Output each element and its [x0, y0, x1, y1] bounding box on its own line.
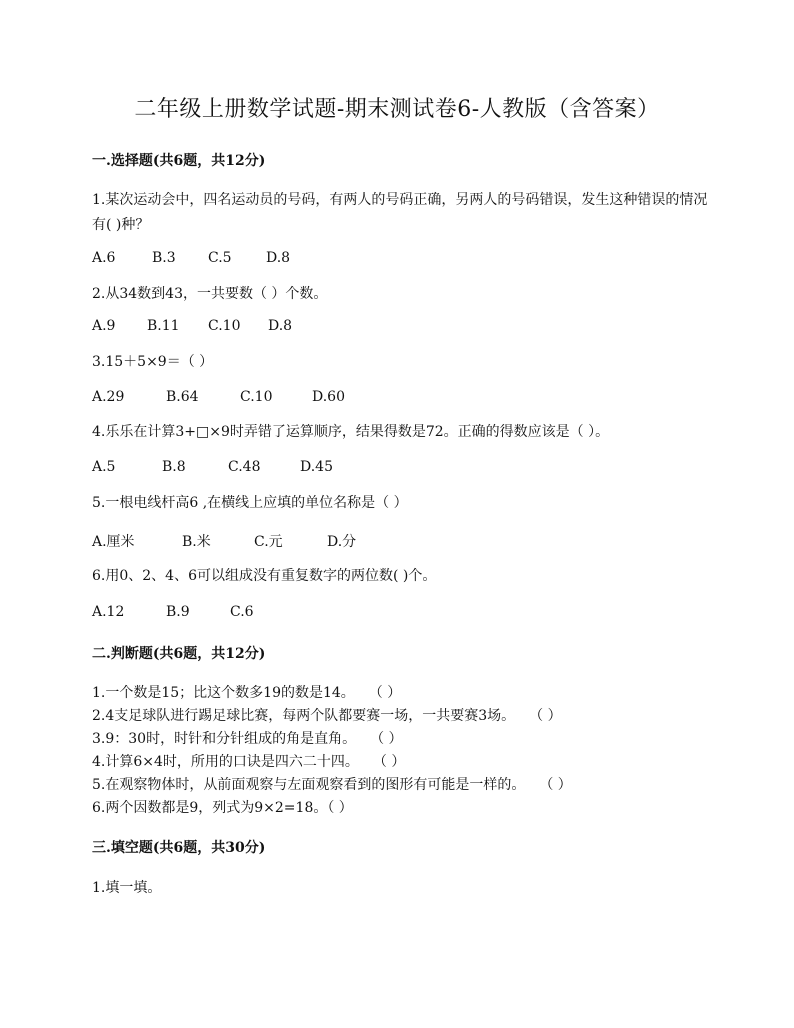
judgement-item-2: 2.4支足球队进行踢足球比赛，每两个队都要赛一场，一共要赛3场。 （ ） [92, 708, 562, 724]
option-c: C.48 [228, 459, 261, 475]
question-1-5-options [92, 531, 356, 551]
option-c: C.5 [208, 250, 232, 266]
question-1-5: 5.一根电线杆高6 ,在横线上应填的单位名称是（ ） [92, 495, 408, 511]
option-a: A.29 [92, 389, 125, 405]
judgement-item-4: 4.计算6×4时，所用的口诀是四六二十四。 （ ） [92, 754, 406, 770]
option-c: C.6 [230, 604, 254, 620]
option-b: B.64 [166, 389, 199, 405]
question-1-2-options [92, 318, 292, 334]
option-d: D.8 [268, 318, 293, 334]
option-c: C.10 [240, 389, 273, 405]
judgement-item-6: 6.两个因数都是9，列式为9×2=18。（ ） [92, 800, 353, 816]
section-2-heading: 二.判断题(共6题，共12分) [92, 646, 266, 662]
judgement-item-1: 1.一个数是15；比这个数多19的数是14。 （ ） [92, 685, 402, 701]
section-3-heading: 三.填空题(共6题，共30分) [92, 840, 266, 856]
judgement-item-3: 3.9：30时，时针和分针组成的角是直角。 （ ） [92, 731, 403, 747]
option-a: A.厘米 [92, 534, 135, 550]
option-d: D.8 [266, 250, 291, 266]
option-a: A.12 [92, 604, 125, 620]
option-b: B.8 [162, 459, 186, 475]
question-1-2: 2.从34数到43，一共要数（ ）个数。 [92, 286, 328, 302]
question-1-6-options [92, 604, 254, 620]
judgement-item-5: 5.在观察物体时，从前面观察与左面观察看到的图形有可能是一样的。 （ ） [92, 777, 572, 793]
option-a: A.6 [92, 250, 116, 266]
option-c: C.10 [208, 318, 241, 334]
option-c: C.元 [254, 534, 283, 550]
question-1-4-options [92, 459, 333, 475]
option-b: B.米 [182, 534, 211, 550]
question-3-1: 1.填一填。 [92, 880, 162, 896]
option-d: D.45 [300, 459, 333, 475]
question-1-4: 4.乐乐在计算3+□×9时弄错了运算顺序，结果得数是72。正确的得数应该是（ ）。 [92, 424, 610, 440]
question-1-3-options [92, 389, 345, 405]
question-1-1: 1.某次运动会中，四名运动员的号码，有两人的号码正确，另两人的号码错误，发生这种错误的情况有( )种？ [92, 192, 708, 233]
option-b: B.3 [152, 250, 176, 266]
section-1-heading: 一.选择题(共6题，共12分) [92, 153, 266, 169]
option-d: D.60 [312, 389, 345, 405]
question-1-3: 3.15＋5×9＝（ ） [92, 354, 214, 370]
option-a: A.9 [92, 318, 116, 334]
question-1-6: 6.用0、2、4、6可以组成没有重复数字的两位数( )个。 [92, 568, 437, 584]
option-b: B.9 [166, 604, 190, 620]
page-title: 二年级上册数学试题-期末测试卷6-人教版（含答案） [134, 97, 660, 122]
option-a: A.5 [92, 459, 116, 475]
option-d: D.分 [327, 534, 357, 550]
judgement-list [92, 682, 732, 820]
question-1-1-options [92, 250, 290, 266]
option-b: B.11 [147, 318, 180, 334]
